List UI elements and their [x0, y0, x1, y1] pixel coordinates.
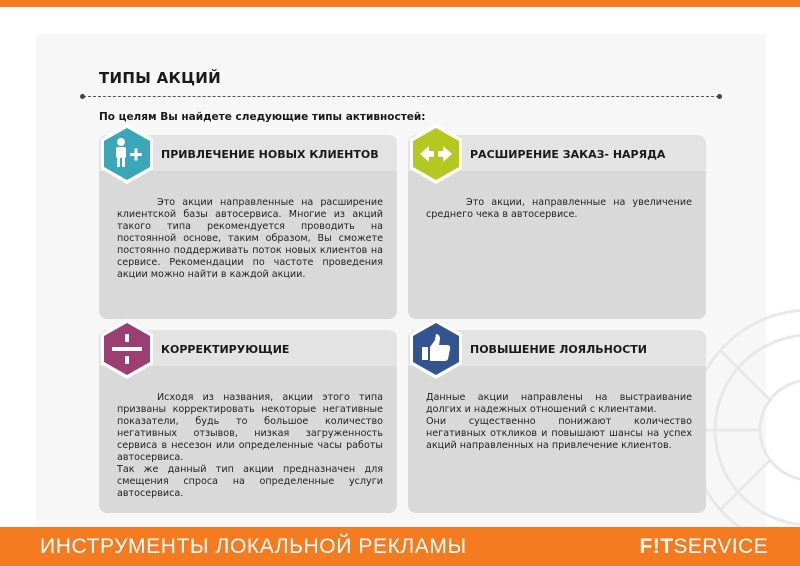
- card-body: [99, 171, 397, 319]
- card-paragraph: Они существенно понижают количество негативных откликов и повышают шансы на успех акций направленных на привлечение клиентов.: [426, 416, 692, 451]
- plus-minus-icon: [99, 318, 155, 380]
- thumbs-up-icon: [408, 318, 464, 380]
- title-divider: [83, 96, 719, 97]
- intro-text: По целям Вы найдете следующие типы активностей:: [99, 111, 426, 123]
- card-body: [408, 366, 706, 513]
- logo-fit: F!T: [639, 535, 674, 558]
- card-paragraph: Исходя из названия, акции этого типа призваны корректировать некоторые негативные показатели, будь то большое количество негативных отзывов, низкая загруженность сервиса в несезон или определенные часы работы автосервиса.: [117, 392, 383, 463]
- card-paragraph: Данные акции направлены на выстраивание долгих и надежных отношений с клиентами.: [426, 392, 692, 415]
- person-plus-icon: [99, 123, 155, 185]
- card-title: ПОВЫШЕНИЕ ЛОЯЛЬНОСТИ: [470, 343, 648, 356]
- page-title: ТИПЫ АКЦИЙ: [99, 69, 221, 87]
- footer-title: ИНСТРУМЕНТЫ ЛОКАЛЬНОЙ РЕКЛАМЫ: [40, 535, 467, 558]
- card-title: ПРИВЛЕЧЕНИЕ НОВЫХ КЛИЕНТОВ: [161, 148, 379, 161]
- card-title: КОРРЕКТИРУЮЩИЕ: [161, 343, 290, 356]
- card-paragraph: Так же данный тип акции предназначен для смещения спроса на определенные услуги автосервиса.: [117, 464, 383, 499]
- card-title: РАСШИРЕНИЕ ЗАКАЗ- НАРЯДА: [470, 148, 666, 161]
- card-body: [408, 171, 706, 319]
- brand-logo: [640, 527, 768, 566]
- footer-bar: [0, 527, 800, 566]
- card-paragraph: Это акции направленные на расширение клиентской базы автосервиса. Многие из акций такого типа рекомендуется проводить на постоянной основе, таким образом, Вы сможете постоянно поддерживать поток новых клиентов на сервисе. Рекомендации по частоте проведения акции можно найти в каждой акции.: [117, 197, 383, 280]
- card-body: [99, 366, 397, 513]
- logo-service: SERVICE: [673, 535, 768, 558]
- double-arrow-icon: [408, 123, 464, 185]
- top-accent-bar: [0, 0, 800, 7]
- card-paragraph: Это акции, направленные на увеличение среднего чека в автосервисе.: [426, 197, 692, 220]
